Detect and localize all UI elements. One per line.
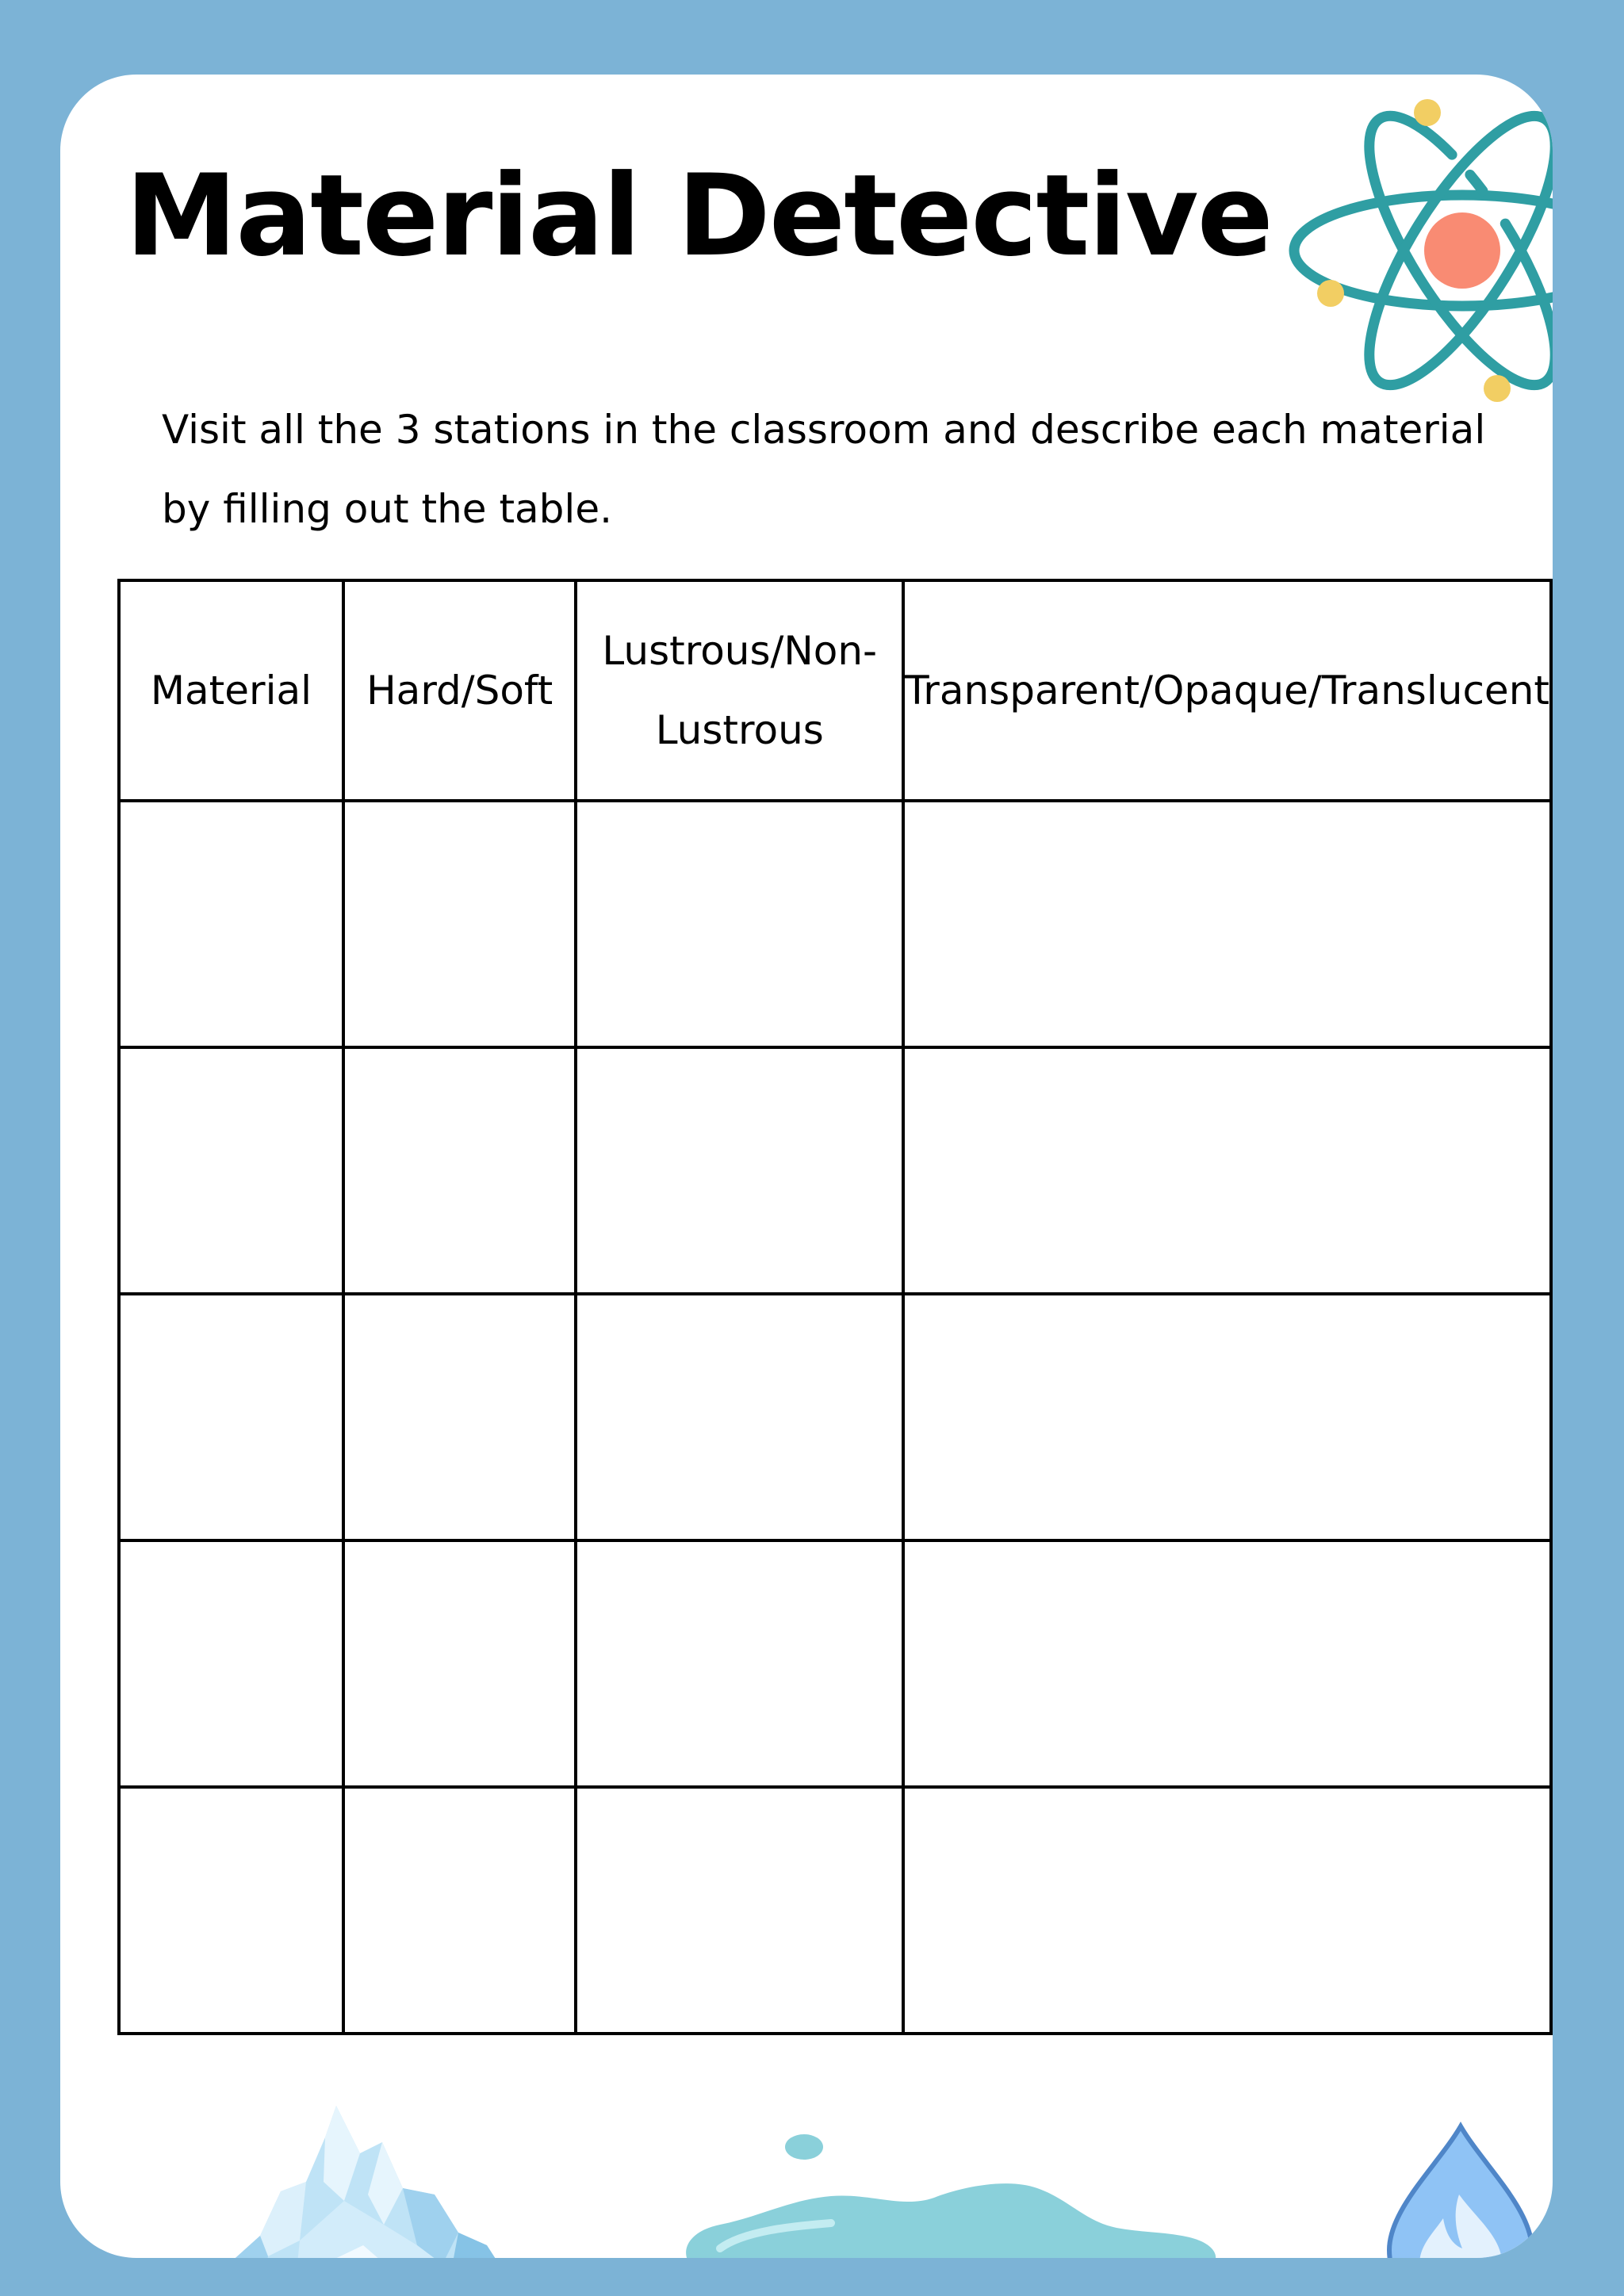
- hard-soft-cell[interactable]: [343, 1294, 576, 1540]
- hard-soft-cell[interactable]: [343, 801, 576, 1047]
- ice-block-icon: [205, 2106, 531, 2258]
- table-row: [119, 801, 1551, 1047]
- table-header-row: [119, 580, 1551, 801]
- table-row: [119, 1294, 1551, 1540]
- transparency-cell[interactable]: [903, 1540, 1551, 1787]
- instructions-text: Visit all the 3 stations in the classroom and describe each material by filling out the table.: [162, 407, 1486, 532]
- lustrous-cell[interactable]: [576, 1540, 903, 1787]
- header-hard-soft: Hard/Soft: [343, 580, 576, 801]
- header-lustrous: Lustrous/Non-Lustrous: [576, 580, 903, 801]
- hard-soft-cell[interactable]: [343, 1787, 576, 2034]
- transparency-cell[interactable]: [903, 1294, 1551, 1540]
- table-row: [119, 1047, 1551, 1294]
- lustrous-cell[interactable]: [576, 1047, 903, 1294]
- atom-icon: [1285, 92, 1553, 411]
- hard-soft-cell[interactable]: [343, 1047, 576, 1294]
- transparency-cell[interactable]: [903, 801, 1551, 1047]
- header-material: Material: [119, 580, 343, 801]
- material-cell[interactable]: [119, 1540, 343, 1787]
- water-puddle-icon: [672, 2130, 1250, 2258]
- lustrous-cell[interactable]: [576, 1294, 903, 1540]
- material-table: [117, 579, 1553, 2035]
- worksheet-sheet: [60, 75, 1553, 2258]
- material-cell[interactable]: [119, 1787, 343, 2034]
- lustrous-cell[interactable]: [576, 1787, 903, 2034]
- lustrous-cell[interactable]: [576, 801, 903, 1047]
- transparency-cell[interactable]: [903, 1047, 1551, 1294]
- table-row: [119, 1787, 1551, 2034]
- header-transparency: Transparent/Opaque/Translucent: [903, 580, 1551, 801]
- gas-flame-icon: [1383, 2122, 1538, 2258]
- table-row: [119, 1540, 1551, 1787]
- transparency-cell[interactable]: [903, 1787, 1551, 2034]
- page-title: Material Detective: [125, 151, 1272, 281]
- material-cell[interactable]: [119, 1294, 343, 1540]
- material-cell[interactable]: [119, 1047, 343, 1294]
- hard-soft-cell[interactable]: [343, 1540, 576, 1787]
- material-cell[interactable]: [119, 801, 343, 1047]
